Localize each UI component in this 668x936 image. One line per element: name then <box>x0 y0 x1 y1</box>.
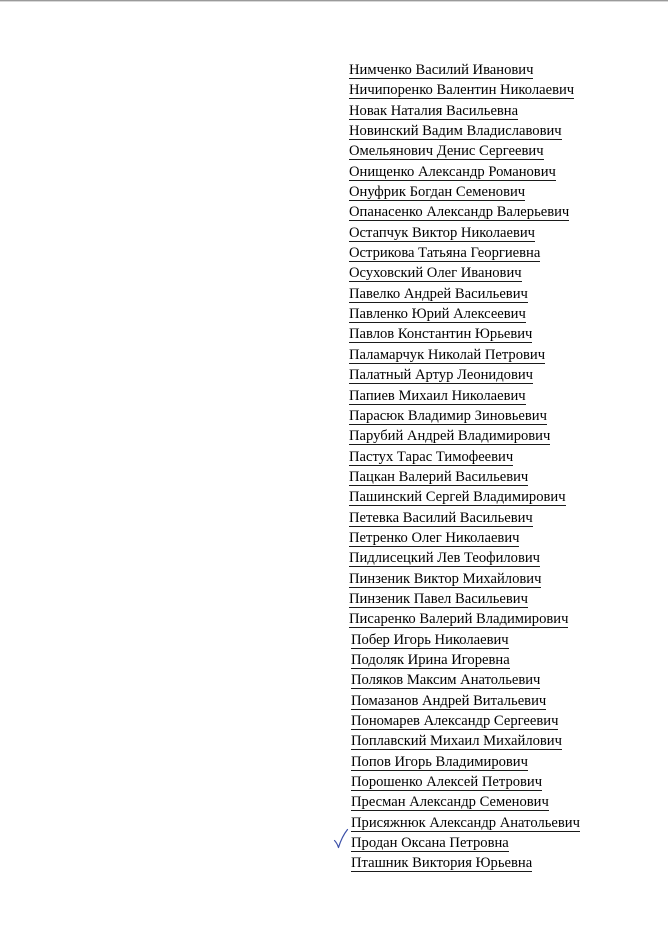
deputy-name: Онищенко Александр Романович <box>349 163 556 180</box>
deputy-name: Новинский Вадим Владиславович <box>349 123 562 140</box>
list-item <box>349 792 580 812</box>
list-item <box>349 548 580 568</box>
list-item <box>349 304 580 324</box>
list-item <box>349 752 580 772</box>
list-item <box>349 80 580 100</box>
deputy-name: Подоляк Ирина Игоревна <box>351 651 510 668</box>
deputy-name: Писаренко Валерий Владимирович <box>349 611 569 628</box>
deputy-name: Побер Игорь Николаевич <box>351 631 509 648</box>
list-item <box>349 772 580 792</box>
deputy-name: Попов Игорь Владимирович <box>351 753 528 770</box>
deputy-name: Нимченко Василий Иванович <box>349 62 534 78</box>
deputy-name: Поляков Максим Анатольевич <box>351 672 541 689</box>
list-item <box>349 447 580 467</box>
list-item <box>349 284 580 304</box>
list-item <box>349 243 580 263</box>
list-item <box>349 386 580 406</box>
list-item <box>349 121 580 141</box>
list-item <box>349 670 580 690</box>
list-item <box>349 731 580 751</box>
deputy-name-list <box>349 60 580 874</box>
deputy-name: Пидлисецкий Лев Теофилович <box>349 550 541 567</box>
deputy-name: Павленко Юрий Алексеевич <box>349 306 526 323</box>
list-item <box>349 853 580 873</box>
list-item <box>349 467 580 487</box>
deputy-name: Пинзеник Виктор Михайлович <box>349 570 542 587</box>
list-item <box>349 528 580 548</box>
list-item <box>349 162 580 182</box>
list-item <box>349 508 580 528</box>
deputy-name: Онуфрик Богдан Семенович <box>349 184 526 201</box>
deputy-name: Пацкан Валерий Васильевич <box>349 468 529 485</box>
list-item <box>349 487 580 507</box>
deputy-name: Пастух Тарас Тимофеевич <box>349 448 514 465</box>
list-item <box>349 813 580 833</box>
deputy-name: Порошенко Алексей Петрович <box>351 774 543 791</box>
deputy-name: Пташник Виктория Юрьевна <box>351 855 533 872</box>
deputy-name: Ничипоренко Валентин Николаевич <box>349 82 575 99</box>
deputy-name: Пинзеник Павел Васильевич <box>349 590 528 607</box>
deputy-name: Пресман Александр Семенович <box>351 794 549 811</box>
deputy-name: Остапчук Виктор Николаевич <box>349 224 535 241</box>
list-item <box>349 833 580 853</box>
list-item <box>349 426 580 446</box>
list-item <box>349 711 580 731</box>
list-item <box>349 365 580 385</box>
deputy-name: Помазанов Андрей Витальевич <box>351 692 547 709</box>
list-item <box>349 630 580 650</box>
deputy-name: Острикова Татьяна Георгиевна <box>349 245 541 262</box>
checkmark-icon <box>333 828 349 850</box>
list-item <box>349 609 580 629</box>
list-item <box>349 589 580 609</box>
deputy-name: Присяжнюк Александр Анатольевич <box>351 814 580 831</box>
deputy-name: Паламарчук Николай Петрович <box>349 346 546 363</box>
list-item <box>349 182 580 202</box>
list-item <box>349 345 580 365</box>
deputy-name: Осуховский Олег Иванович <box>349 265 522 282</box>
deputy-name: Новак Наталия Васильевна <box>349 102 519 119</box>
deputy-name: Пономарев Александр Сергеевич <box>351 713 559 729</box>
list-item <box>349 324 580 344</box>
list-item <box>349 650 580 670</box>
scan-top-edge-shadow <box>0 1 668 2</box>
list-item <box>349 406 580 426</box>
deputy-name: Парасюк Владимир Зиновьевич <box>349 407 547 424</box>
list-item <box>349 691 580 711</box>
list-item <box>349 101 580 121</box>
deputy-name: Парубий Андрей Владимирович <box>349 428 551 445</box>
list-item <box>349 141 580 161</box>
list-item <box>349 223 580 243</box>
list-item <box>349 202 580 222</box>
deputy-name: Павлов Константин Юрьевич <box>349 326 533 343</box>
list-item <box>349 569 580 589</box>
deputy-name: Петренко Олег Николаевич <box>349 529 520 546</box>
list-item <box>349 263 580 283</box>
deputy-name: Поплавский Михаил Михайлович <box>351 733 562 750</box>
deputy-name: Папиев Михаил Николаевич <box>349 387 526 404</box>
deputy-name: Палатный Артур Леонидович <box>349 367 534 384</box>
deputy-name: Омельянович Денис Сергеевич <box>349 143 544 160</box>
list-item <box>349 60 580 80</box>
deputy-name: Петевка Василий Васильевич <box>349 509 533 526</box>
deputy-name: Пашинский Сергей Владимирович <box>349 489 566 506</box>
deputy-name: Продан Оксана Петровна <box>351 835 509 852</box>
deputy-name: Опанасенко Александр Валерьевич <box>349 204 570 221</box>
deputy-name: Павелко Андрей Васильевич <box>349 285 528 302</box>
